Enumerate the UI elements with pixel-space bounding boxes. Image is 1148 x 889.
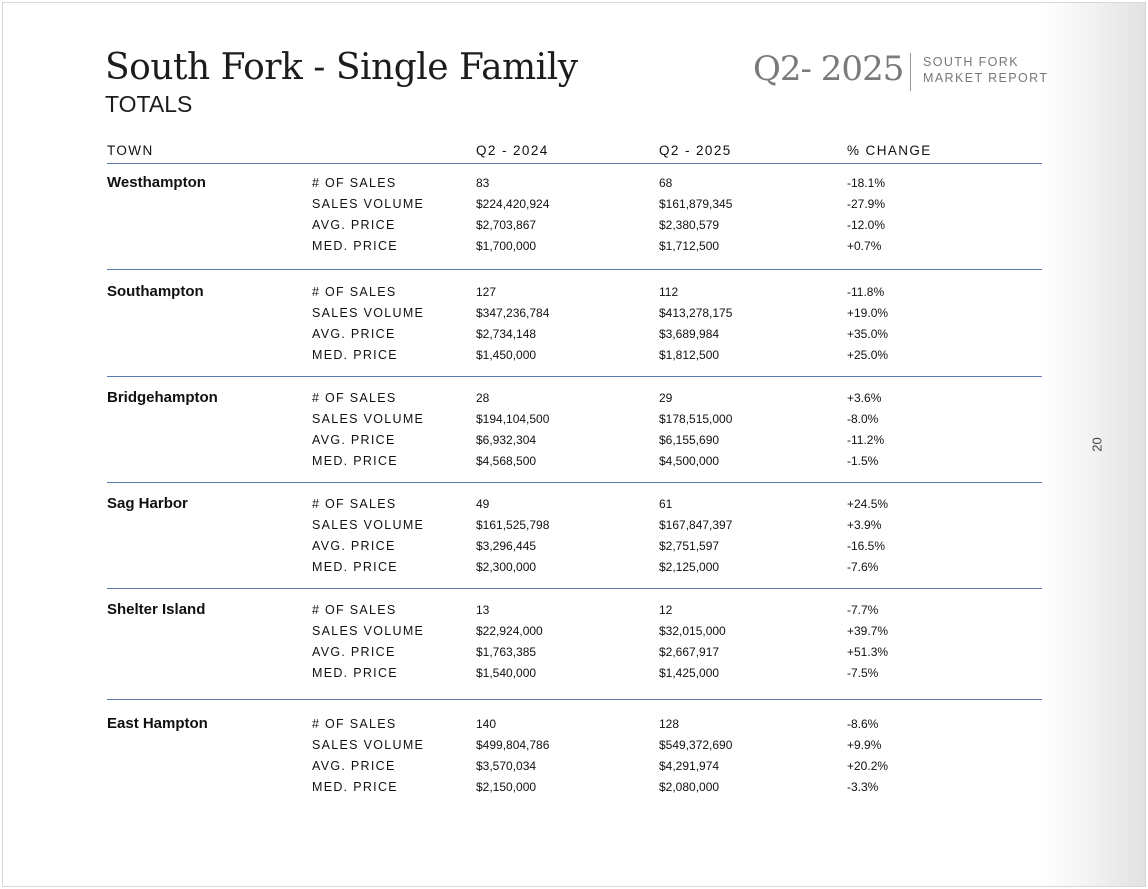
value-change: +25.0% [847, 348, 889, 362]
town-name: Sag Harbor [107, 495, 188, 512]
metric-label: SALES VOLUME [312, 306, 425, 320]
value-change: -12.0% [847, 218, 886, 232]
table-row [107, 411, 1042, 432]
report-label-line2: MARKET REPORT [923, 71, 1049, 85]
value-change: -27.9% [847, 197, 886, 211]
metric-label: SALES VOLUME [312, 197, 425, 211]
value-change: -7.5% [847, 666, 879, 680]
value-curr: $1,712,500 [659, 239, 720, 253]
value-curr: 61 [659, 497, 673, 511]
column-header-prev: Q2 - 2024 [476, 143, 549, 158]
town-group [107, 270, 1042, 376]
column-header-change: % CHANGE [847, 143, 932, 158]
value-prev: $2,703,867 [476, 218, 537, 232]
value-prev: $2,300,000 [476, 560, 537, 574]
metric-label: # OF SALES [312, 717, 397, 731]
metric-label: SALES VOLUME [312, 412, 425, 426]
value-prev: $499,804,786 [476, 738, 550, 752]
town-name: Shelter Island [107, 601, 206, 618]
table-row [107, 665, 1042, 686]
value-prev: $1,450,000 [476, 348, 537, 362]
value-prev: 28 [476, 391, 490, 405]
metric-label: SALES VOLUME [312, 738, 425, 752]
value-prev: 140 [476, 717, 497, 731]
table-row [107, 326, 1042, 347]
value-prev: $1,700,000 [476, 239, 537, 253]
value-prev: $2,150,000 [476, 780, 537, 794]
metric-label: # OF SALES [312, 285, 397, 299]
value-prev: $3,296,445 [476, 539, 537, 553]
value-prev: $347,236,784 [476, 306, 550, 320]
report-label-line1: SOUTH FORK [923, 55, 1019, 69]
table-row [107, 347, 1042, 368]
value-prev: $194,104,500 [476, 412, 550, 426]
value-change: +39.7% [847, 624, 889, 638]
value-change: +24.5% [847, 497, 889, 511]
town-name: Southampton [107, 283, 204, 300]
table-row [107, 432, 1042, 453]
table-row [107, 559, 1042, 580]
table-row [107, 175, 1042, 196]
value-change: -11.8% [847, 285, 885, 299]
table-row [107, 196, 1042, 217]
metric-label: MED. PRICE [312, 239, 398, 253]
value-prev: 13 [476, 603, 490, 617]
value-change: -11.2% [847, 433, 885, 447]
value-curr: 128 [659, 717, 680, 731]
value-change: -8.0% [847, 412, 879, 426]
value-change: +20.2% [847, 759, 889, 773]
value-prev: $1,763,385 [476, 645, 537, 659]
value-change: +3.9% [847, 518, 882, 532]
value-curr: $2,751,597 [659, 539, 720, 553]
column-header-town: TOWN [107, 143, 154, 158]
table-header [107, 143, 1042, 163]
value-change: +0.7% [847, 239, 882, 253]
metric-label: AVG. PRICE [312, 433, 396, 447]
value-change: -16.5% [847, 539, 886, 553]
table-row [107, 538, 1042, 559]
page-number: 20 [1089, 437, 1105, 452]
value-change: -7.6% [847, 560, 879, 574]
value-prev: $6,932,304 [476, 433, 537, 447]
value-change: +35.0% [847, 327, 889, 341]
value-curr: $1,812,500 [659, 348, 720, 362]
metric-label: MED. PRICE [312, 780, 398, 794]
table-row [107, 238, 1042, 259]
value-change: +9.9% [847, 738, 882, 752]
metric-label: MED. PRICE [312, 560, 398, 574]
value-curr: $413,278,175 [659, 306, 733, 320]
town-name: Westhampton [107, 174, 206, 191]
page-title: South Fork - Single Family [105, 47, 578, 88]
value-change: -7.7% [847, 603, 879, 617]
value-curr: $2,125,000 [659, 560, 720, 574]
value-prev: $22,924,000 [476, 624, 543, 638]
value-change: -18.1% [847, 176, 886, 190]
metric-label: AVG. PRICE [312, 327, 396, 341]
value-curr: $4,500,000 [659, 454, 720, 468]
value-change: +3.6% [847, 391, 882, 405]
metric-label: AVG. PRICE [312, 218, 396, 232]
metric-label: AVG. PRICE [312, 539, 396, 553]
value-prev: 127 [476, 285, 497, 299]
metric-label: MED. PRICE [312, 666, 398, 680]
market-table [107, 143, 1042, 800]
town-name: Bridgehampton [107, 389, 218, 406]
table-row [107, 217, 1042, 238]
value-change: +19.0% [847, 306, 889, 320]
table-row [107, 779, 1042, 800]
value-prev: $161,525,798 [476, 518, 550, 532]
value-curr: $161,879,345 [659, 197, 733, 211]
value-curr: $2,667,917 [659, 645, 720, 659]
value-curr: $167,847,397 [659, 518, 733, 532]
table-row [107, 496, 1042, 517]
report-label [923, 54, 1048, 86]
value-curr: $2,380,579 [659, 218, 720, 232]
value-curr: $4,291,974 [659, 759, 720, 773]
metric-label: SALES VOLUME [312, 518, 425, 532]
town-group [107, 164, 1042, 269]
column-header-curr: Q2 - 2025 [659, 143, 732, 158]
table-row [107, 737, 1042, 758]
metric-label: AVG. PRICE [312, 645, 396, 659]
table-row [107, 758, 1042, 779]
metric-label: # OF SALES [312, 603, 397, 617]
value-curr: 12 [659, 603, 673, 617]
value-prev: $2,734,148 [476, 327, 537, 341]
town-group [107, 483, 1042, 588]
table-row [107, 644, 1042, 665]
value-change: +51.3% [847, 645, 889, 659]
value-curr: $549,372,690 [659, 738, 733, 752]
value-prev: $1,540,000 [476, 666, 537, 680]
metric-label: SALES VOLUME [312, 624, 425, 638]
metric-label: MED. PRICE [312, 454, 398, 468]
town-name: East Hampton [107, 715, 208, 732]
value-prev: 49 [476, 497, 490, 511]
value-prev: 83 [476, 176, 490, 190]
value-change: -1.5% [847, 454, 879, 468]
value-curr: $1,425,000 [659, 666, 720, 680]
value-curr: $3,689,984 [659, 327, 720, 341]
table-row [107, 453, 1042, 474]
value-change: -3.3% [847, 780, 879, 794]
table-row [107, 602, 1042, 623]
table-row [107, 716, 1042, 737]
value-change: -8.6% [847, 717, 879, 731]
metric-label: MED. PRICE [312, 348, 398, 362]
value-curr: 112 [659, 285, 679, 299]
table-row [107, 517, 1042, 538]
town-group [107, 700, 1042, 800]
value-prev: $3,570,034 [476, 759, 537, 773]
table-body [107, 163, 1042, 800]
value-curr: $2,080,000 [659, 780, 720, 794]
value-curr: $6,155,690 [659, 433, 720, 447]
table-row [107, 284, 1042, 305]
table-row [107, 390, 1042, 411]
metric-label: AVG. PRICE [312, 759, 396, 773]
report-page [2, 2, 1146, 887]
table-row [107, 305, 1042, 326]
town-group [107, 377, 1042, 482]
value-curr: 68 [659, 176, 673, 190]
metric-label: # OF SALES [312, 176, 397, 190]
value-prev: $4,568,500 [476, 454, 537, 468]
value-curr: $32,015,000 [659, 624, 726, 638]
report-period: Q2- 2025 [753, 49, 904, 89]
town-group [107, 589, 1042, 699]
value-curr: $178,515,000 [659, 412, 733, 426]
page-subtitle: TOTALS [105, 91, 193, 117]
value-prev: $224,420,924 [476, 197, 550, 211]
value-curr: 29 [659, 391, 673, 405]
metric-label: # OF SALES [312, 497, 397, 511]
header-divider [910, 53, 911, 91]
metric-label: # OF SALES [312, 391, 397, 405]
table-row [107, 623, 1042, 644]
